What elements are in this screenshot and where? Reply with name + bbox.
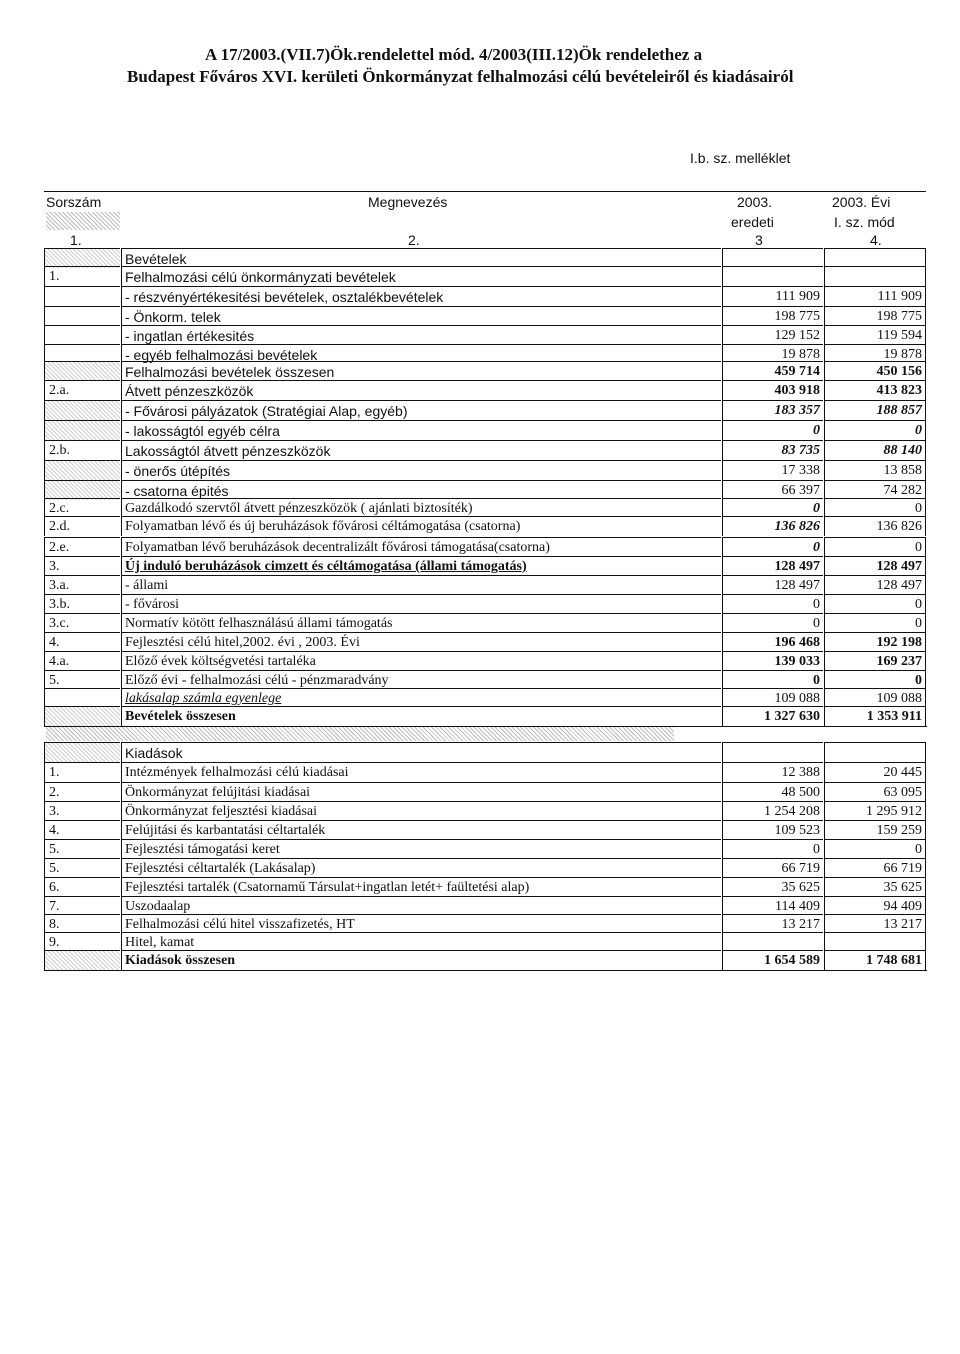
income-row (44, 380, 926, 400)
expense-row (44, 877, 926, 897)
income-row-number (44, 286, 120, 306)
income-row (44, 400, 926, 420)
income-row-number: 3. (44, 556, 120, 576)
expense-row-number: 6. (44, 877, 120, 897)
income-row (44, 613, 926, 633)
income-row-modified-value: 169 237 (824, 651, 926, 671)
income-row-number (44, 306, 120, 326)
expense-row-modified-value: 20 445 (824, 762, 926, 782)
income-row (44, 286, 926, 306)
income-row (44, 575, 926, 595)
income-row (44, 670, 926, 690)
income-row-number (44, 361, 120, 381)
income-row (44, 688, 926, 708)
income-row-name: Új induló beruházások cimzett és céltámogatása (állami támogatás) (121, 556, 721, 576)
income-row-name: Felhalmozási célú önkormányzati bevételek (121, 266, 721, 286)
expense-row-modified-value: 63 095 (824, 782, 926, 802)
expense-row-name: Intézmények felhalmozási célú kiadásai (121, 762, 721, 782)
income-row (44, 420, 926, 440)
income-row-original-value (722, 248, 823, 268)
expense-table-bottom-rule (44, 970, 927, 971)
income-row (44, 306, 926, 326)
expense-row-number: 7. (44, 896, 120, 916)
income-row-original-value: 0 (722, 537, 823, 557)
expense-row-modified-value: 35 625 (824, 877, 926, 897)
income-row-name: - Önkorm. telek (121, 306, 721, 326)
income-row-number: 2.b. (44, 440, 120, 460)
income-row-original-value: 136 826 (722, 516, 823, 536)
income-row-modified-value: 119 594 (824, 325, 926, 345)
header-idx-1: 1. (70, 232, 82, 248)
expense-row (44, 742, 926, 762)
income-row-number (44, 325, 120, 345)
expense-row-number: 4. (44, 820, 120, 840)
income-row-original-value: 83 735 (722, 440, 823, 460)
income-row-modified-value: 109 088 (824, 688, 926, 708)
income-row-modified-value: 0 (824, 594, 926, 614)
header-shade (46, 212, 120, 230)
income-row-modified-value (824, 266, 926, 286)
income-row-name: Átvett pénzeszközök (121, 380, 721, 400)
income-row-modified-value: 0 (824, 537, 926, 557)
header-idx-4: 4. (870, 232, 882, 248)
income-row-number: 5. (44, 670, 120, 690)
income-row-original-value: 0 (722, 670, 823, 690)
income-row-modified-value: 0 (824, 420, 926, 440)
expense-row-name: Fejlesztési támogatási keret (121, 839, 721, 859)
income-row-modified-value: 0 (824, 613, 926, 633)
expense-row-number (44, 742, 120, 762)
income-row-modified-value: 128 497 (824, 575, 926, 595)
header-idx-3: 3 (755, 232, 763, 248)
income-row-number (44, 420, 120, 440)
expense-row-number: 2. (44, 782, 120, 802)
income-row-name: - önerős útépítés (121, 460, 721, 480)
income-row-modified-value: 450 156 (824, 361, 926, 381)
income-row (44, 706, 926, 726)
income-row-number (44, 706, 120, 726)
expense-row-original-value: 35 625 (722, 877, 823, 897)
expense-row-name: Fejlesztési céltartalék (Lakásalap) (121, 858, 721, 878)
expense-row-number: 9. (44, 932, 120, 952)
income-row-name: Lakosságtól átvett pénzeszközök (121, 440, 721, 460)
income-row-original-value: 111 909 (722, 286, 823, 306)
income-row-original-value: 183 357 (722, 400, 823, 420)
income-row-original-value: 128 497 (722, 556, 823, 576)
income-row-modified-value: 1 353 911 (824, 706, 926, 726)
expense-row-number: 5. (44, 839, 120, 859)
income-row-modified-value: 19 878 (824, 344, 926, 364)
income-row-name: - Fővárosi pályázatok (Stratégiai Alap, egyéb) (121, 400, 721, 420)
income-row (44, 266, 926, 286)
income-row-number: 2.a. (44, 380, 120, 400)
expense-row-name: Kiadások (121, 742, 721, 762)
income-row (44, 361, 926, 381)
expense-row (44, 858, 926, 878)
income-row-name: Előző évek költségvetési tartaléka (121, 651, 721, 671)
income-row-number (44, 480, 120, 500)
expense-row-name: Önkormányzat felújitási kiadásai (121, 782, 721, 802)
income-row-number: 4. (44, 632, 120, 652)
expense-row-modified-value: 94 409 (824, 896, 926, 916)
header-idx-2: 2. (408, 232, 420, 248)
income-row-modified-value: 136 826 (824, 516, 926, 536)
expense-row (44, 782, 926, 802)
income-row-number: 4.a. (44, 651, 120, 671)
income-row-modified-value: 413 823 (824, 380, 926, 400)
expense-row-original-value (722, 742, 823, 762)
header-col1-year: 2003. (737, 194, 773, 210)
income-row-name: - ingatlan értékesités (121, 325, 721, 345)
appendix-label: I.b. sz. melléklet (690, 150, 791, 166)
income-row-original-value: 459 714 (722, 361, 823, 381)
income-row-modified-value: 188 857 (824, 400, 926, 420)
income-row-modified-value: 0 (824, 498, 926, 518)
income-row-name: Folyamatban lévő beruházások decentralizált fővárosi támogatása(csatorna) (121, 537, 721, 557)
expense-row-name: Fejlesztési tartalék (Csatornamű Társulat+ingatlan letét+ faültetési alap) (121, 877, 721, 897)
income-row-original-value: 66 397 (722, 480, 823, 500)
income-row-number: 3.a. (44, 575, 120, 595)
income-row-original-value: 0 (722, 498, 823, 518)
income-row-original-value: 0 (722, 420, 823, 440)
expense-row-name: Uszodaalap (121, 896, 721, 916)
income-row-name: Folyamatban lévő és új beruházások fővárosi céltámogatása (csatorna) (121, 516, 721, 536)
income-row-number: 1. (44, 266, 120, 286)
income-row-number (44, 460, 120, 480)
header-col1-sub: eredeti (731, 214, 774, 230)
expense-row-original-value: 109 523 (722, 820, 823, 840)
income-row-number (44, 400, 120, 420)
expense-row-name: Felújitási és karbantatási céltartalék (121, 820, 721, 840)
expense-row-number: 8. (44, 914, 120, 934)
expense-row-name: Önkormányzat feljesztési kiadásai (121, 801, 721, 821)
expense-row-original-value: 1 654 589 (722, 950, 823, 970)
income-row (44, 556, 926, 576)
income-row-number (44, 688, 120, 708)
income-row-original-value: 109 088 (722, 688, 823, 708)
income-row-number: 2.e. (44, 537, 120, 557)
expense-row (44, 801, 926, 821)
income-row-name: - egyéb felhalmozási bevételek (121, 344, 721, 364)
income-row-original-value: 196 468 (722, 632, 823, 652)
income-row-modified-value: 0 (824, 670, 926, 690)
income-row (44, 248, 926, 268)
expense-row-original-value: 1 254 208 (722, 801, 823, 821)
header-sorszam: Sorszám (46, 194, 102, 210)
income-row-original-value (722, 266, 823, 286)
expense-row-name: Kiadások összesen (121, 950, 721, 970)
income-row-name: Bevételek összesen (121, 706, 721, 726)
income-row-original-value: 403 918 (722, 380, 823, 400)
expense-row-number: 3. (44, 801, 120, 821)
expense-row-modified-value: 1 748 681 (824, 950, 926, 970)
income-row-original-value: 129 152 (722, 325, 823, 345)
income-row-modified-value: 192 198 (824, 632, 926, 652)
expense-row-original-value: 48 500 (722, 782, 823, 802)
income-row (44, 325, 926, 345)
expense-row-original-value: 0 (722, 839, 823, 859)
income-row-number: 2.c. (44, 498, 120, 518)
income-row (44, 594, 926, 614)
income-row-name: - lakosságtól egyéb célra (121, 420, 721, 440)
income-row-number: 3.c. (44, 613, 120, 633)
income-row-modified-value: 88 140 (824, 440, 926, 460)
income-row-original-value: 0 (722, 594, 823, 614)
title-line-1: A 17/2003.(VII.7)Ök.rendelettel mód. 4/2003(III.12)Ök rendelethez a (205, 45, 703, 64)
expense-row-original-value: 12 388 (722, 762, 823, 782)
income-row-name: - részvényértékesitési bevételek, osztalékbevételek (121, 286, 721, 306)
income-row (44, 632, 926, 652)
income-row-original-value: 0 (722, 613, 823, 633)
income-row (44, 651, 926, 671)
expense-row-modified-value: 1 295 912 (824, 801, 926, 821)
income-row (44, 480, 926, 500)
header-megnevezes: Megnevezés (368, 194, 448, 210)
title-line-2: Budapest Főváros XVI. kerületi Önkormányzat felhalmozási célú bevételeiről és kiadásairól (127, 67, 794, 86)
expense-row-name: Hitel, kamat (121, 932, 721, 952)
expense-row-number (44, 950, 120, 970)
income-row-name: Előző évi - felhalmozási célú - pénzmaradvány (121, 670, 721, 690)
expense-row-name: Felhalmozási célú hitel visszafizetés, HT (121, 914, 721, 934)
income-row-name: - fővárosi (121, 594, 721, 614)
income-row-name: Gazdálkodó szervtől átvett pénzeszközök ( ajánlati biztosíték) (121, 498, 721, 518)
header-col2-sub: I. sz. mód (834, 214, 895, 230)
expense-row-original-value: 114 409 (722, 896, 823, 916)
income-row-name: Fejlesztési célú hitel,2002. évi , 2003. Évi (121, 632, 721, 652)
expense-row-original-value: 13 217 (722, 914, 823, 934)
income-row-name: - állami (121, 575, 721, 595)
expense-row (44, 839, 926, 859)
income-row-name: Bevételek (121, 248, 721, 268)
expense-row-modified-value: 0 (824, 839, 926, 859)
expense-row (44, 762, 926, 782)
income-row-modified-value: 74 282 (824, 480, 926, 500)
income-row-modified-value: 128 497 (824, 556, 926, 576)
income-row-number (44, 248, 120, 268)
income-row-original-value: 198 775 (722, 306, 823, 326)
income-row-original-value: 1 327 630 (722, 706, 823, 726)
section-separator-band (46, 727, 674, 741)
expense-row-original-value (722, 932, 823, 952)
expense-row-modified-value: 66 719 (824, 858, 926, 878)
income-row-name: Felhalmozási bevételek összesen (121, 361, 721, 381)
expense-row (44, 932, 926, 952)
income-row-modified-value (824, 248, 926, 268)
expense-row-modified-value (824, 742, 926, 762)
header-top-rule (44, 191, 926, 192)
expense-row-modified-value: 13 217 (824, 914, 926, 934)
income-row (44, 460, 926, 480)
income-row-name: Normatív kötött felhasználású állami támogatás (121, 613, 721, 633)
expense-row-number: 5. (44, 858, 120, 878)
expense-row (44, 914, 926, 934)
income-row-original-value: 139 033 (722, 651, 823, 671)
income-row-modified-value: 13 858 (824, 460, 926, 480)
header-col2-year: 2003. Évi (832, 194, 891, 210)
income-row-modified-value: 198 775 (824, 306, 926, 326)
income-row-number: 2.d. (44, 516, 120, 536)
income-row-original-value: 128 497 (722, 575, 823, 595)
income-row (44, 537, 926, 557)
expense-row-original-value: 66 719 (722, 858, 823, 878)
expense-row-modified-value (824, 932, 926, 952)
income-row-name: lakásalap számla egyenlege (121, 688, 721, 708)
income-row (44, 498, 926, 518)
income-row-original-value: 19 878 (722, 344, 823, 364)
income-row-number: 3.b. (44, 594, 120, 614)
income-row-original-value: 17 338 (722, 460, 823, 480)
income-row-name: - csatorna épités (121, 480, 721, 500)
expense-row (44, 896, 926, 916)
income-row (44, 440, 926, 460)
expense-row-number: 1. (44, 762, 120, 782)
expense-row (44, 950, 926, 970)
income-row-modified-value: 111 909 (824, 286, 926, 306)
expense-row (44, 820, 926, 840)
expense-row-modified-value: 159 259 (824, 820, 926, 840)
income-row (44, 516, 926, 536)
